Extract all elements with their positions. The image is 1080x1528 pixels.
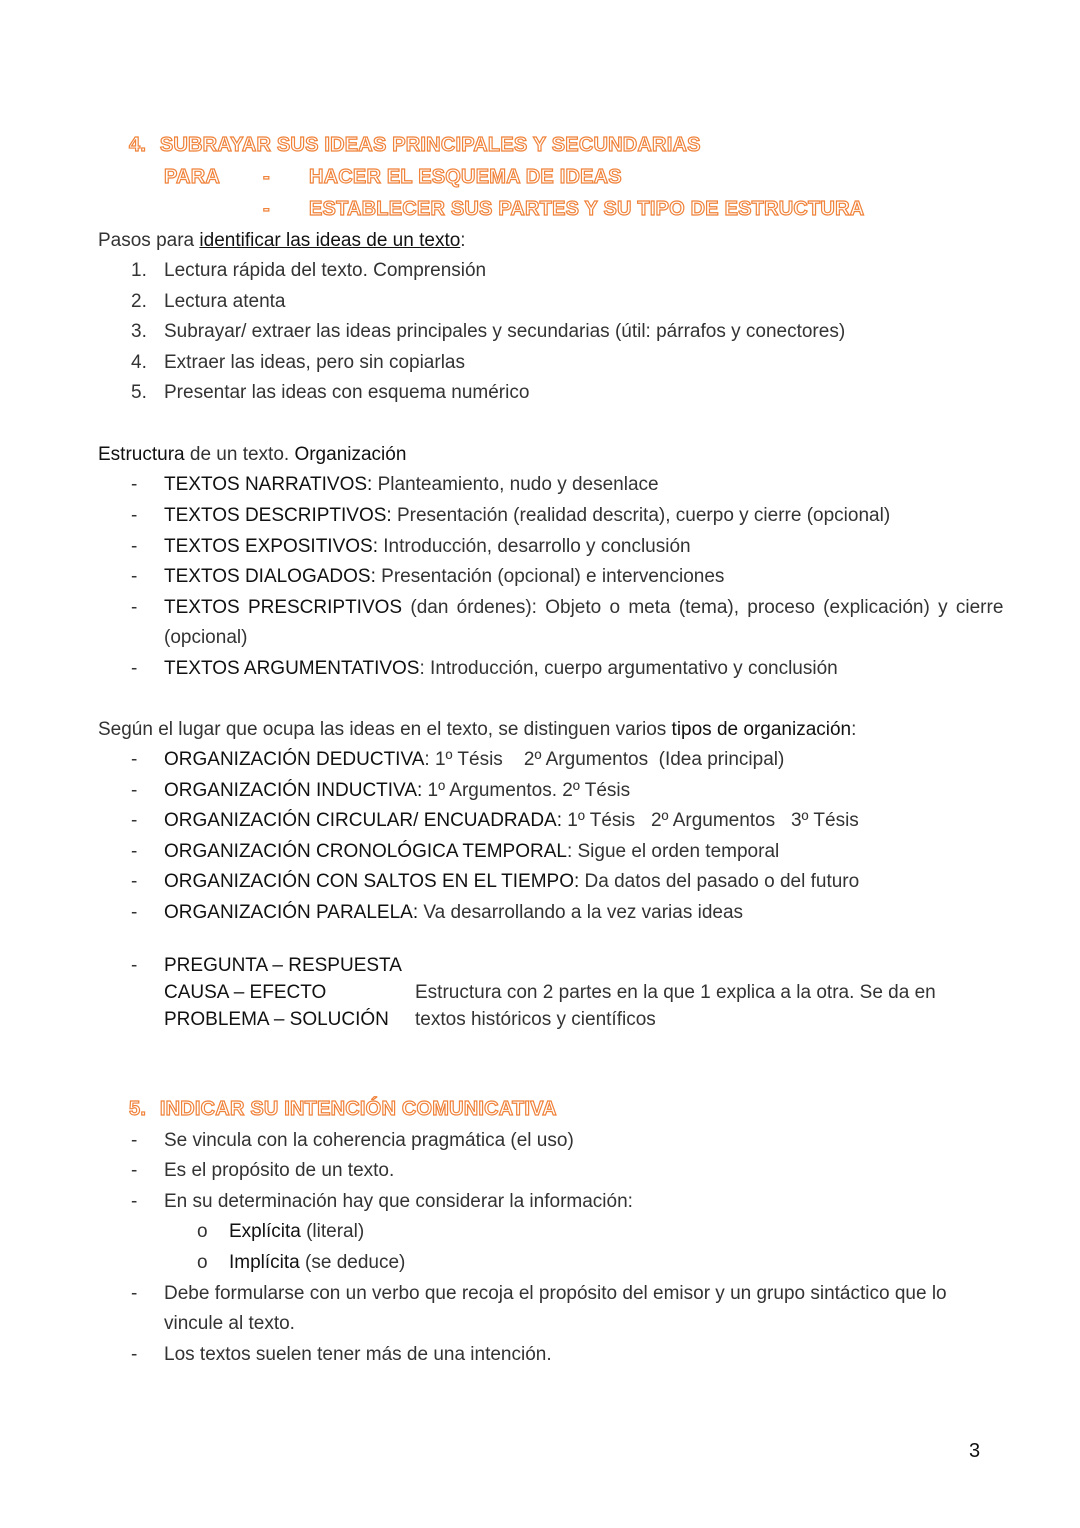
text-type-item <box>164 565 724 589</box>
text-type-label: TEXTOS EXPOSITIVOS: <box>164 536 378 557</box>
page-number: 3 <box>969 1440 981 1462</box>
sub-item <box>229 1220 364 1244</box>
org-intro-c: : <box>851 719 857 740</box>
bullet-dash: - <box>131 749 138 770</box>
bullet-dash: - <box>131 841 138 862</box>
intention-item: Debe formularse con un verbo que recoja el propósito del emisor y un grupo sintáctico que lo <box>164 1283 947 1304</box>
intention-item-continued: vincule al texto. <box>164 1313 295 1334</box>
step-number: 5. <box>131 382 147 403</box>
org-type-item <box>164 779 630 803</box>
section4-heading-number: 4. <box>129 134 147 156</box>
sub-item-label: Implícita <box>229 1252 300 1273</box>
steps-intro-prefix: Pasos para <box>98 230 200 251</box>
text-type-desc: Planteamiento, nudo y desenlace <box>372 474 659 495</box>
org-type-desc: 1º Argumentos. 2º Tésis <box>422 780 631 801</box>
intention-item: En su determinación hay que considerar la información: <box>164 1191 633 1212</box>
text-type-label: TEXTOS ARGUMENTATIVOS <box>164 658 420 679</box>
pairs-description: Estructura con 2 partes en la que 1 explica a la otra. Se da en <box>415 982 936 1003</box>
bullet-dash: - <box>131 1344 138 1365</box>
bullet-dash: - <box>131 566 138 587</box>
bullet-dash: - <box>131 597 138 618</box>
step-text: Presentar las ideas con esquema numérico <box>164 382 530 403</box>
bullet-dash: - <box>131 536 138 557</box>
org-type-item <box>164 840 779 864</box>
bullet-dash: - <box>131 474 138 495</box>
sub-bullet: o <box>197 1252 208 1273</box>
intention-item: Se vincula con la coherencia pragmática (el uso) <box>164 1130 574 1151</box>
section5-heading <box>129 1096 557 1122</box>
step-number: 1. <box>131 260 147 281</box>
text-type-label: TEXTOS NARRATIVOS: <box>164 474 373 495</box>
steps-intro <box>98 229 466 253</box>
step-text: Lectura rápida del texto. Comprensión <box>164 260 487 281</box>
estructura-title <box>98 443 406 467</box>
sub-item-desc: (literal) <box>300 1221 365 1242</box>
text-type-label: TEXTOS DESCRIPTIVOS: <box>164 505 392 526</box>
org-type-desc: : 1º Tésis 2º Argumentos (Idea principal) <box>424 749 785 770</box>
org-type-label: ORGANIZACIÓN DEDUCTIVA <box>164 749 425 770</box>
bullet-dash: - <box>131 871 138 892</box>
section4-heading-dash-1: - <box>263 166 270 188</box>
pair-label: PREGUNTA – RESPUESTA <box>164 955 402 976</box>
bullet-dash: - <box>131 1191 138 1212</box>
org-type-label: ORGANIZACIÓN INDUCTIVA: <box>164 780 423 801</box>
text-type-desc: Presentación (opcional) e intervenciones <box>375 566 725 587</box>
bullet-dash: - <box>131 780 138 801</box>
section5-heading-number: 5. <box>129 1098 147 1120</box>
estructura-title-a: Estructura <box>98 444 185 465</box>
org-type-label: ORGANIZACIÓN PARALELA: <box>164 902 419 923</box>
bullet-dash: - <box>131 505 138 526</box>
text-type-desc: Introducción, desarrollo y conclusión <box>377 536 691 557</box>
org-type-item <box>164 809 859 833</box>
section4-heading-line3: ESTABLECER SUS PARTES Y SU TIPO DE ESTRUCTURA <box>309 198 865 220</box>
text-type-label: TEXTOS PRESCRIPTIVOS <box>164 597 403 618</box>
section5-heading-text: INDICAR SU INTENCIÓN COMUNICATIVA <box>159 1098 557 1120</box>
sub-item <box>229 1251 405 1275</box>
org-type-label: ORGANIZACIÓN CRONOLÓGICA TEMPORAL <box>164 841 567 862</box>
pair-label: PROBLEMA – SOLUCIÓN <box>164 1009 389 1030</box>
bullet-dash: - <box>131 1160 138 1181</box>
org-type-item <box>164 870 859 894</box>
section4-heading-dash-2: - <box>263 198 270 220</box>
text-type-item <box>164 473 659 497</box>
estructura-title-b: de un texto. <box>184 444 295 465</box>
org-type-desc: Da datos del pasado o del futuro <box>579 871 860 892</box>
pairs-description-continued: textos históricos y científicos <box>415 1009 656 1030</box>
bullet-dash: - <box>131 902 138 923</box>
intention-item: Es el propósito de un texto. <box>164 1160 395 1181</box>
step-text: Extraer las ideas, pero sin copiarlas <box>164 352 465 373</box>
org-intro-b: tipos de organización <box>671 719 852 740</box>
step-text: Subrayar/ extraer las ideas principales y secundarias (útil: párrafos y conectores) <box>164 321 846 342</box>
sub-item-desc: (se deduce) <box>299 1252 406 1273</box>
org-type-desc: Va desarrollando a la vez varias ideas <box>418 902 744 923</box>
bullet-dash: - <box>131 955 138 976</box>
text-type-label: TEXTOS DIALOGADOS: <box>164 566 376 587</box>
org-type-item <box>164 901 743 925</box>
section4-heading-line2: HACER EL ESQUEMA DE IDEAS <box>309 166 622 188</box>
text-type-desc: : Introducción, cuerpo argumentativo y conclusión <box>419 658 838 679</box>
sub-item-label: Explícita <box>229 1221 301 1242</box>
bullet-dash: - <box>131 1130 138 1151</box>
text-type-desc-continued: (opcional) <box>164 627 248 648</box>
text-type-item <box>164 596 1003 620</box>
step-number: 2. <box>131 291 147 312</box>
text-type-item <box>164 504 890 528</box>
text-type-desc: (dan órdenes): Objeto o meta (tema), proceso (explicación) y cierre <box>402 597 1004 618</box>
section4-heading <box>129 132 701 158</box>
step-text: Lectura atenta <box>164 291 286 312</box>
text-type-item <box>164 535 691 559</box>
org-type-item <box>164 748 784 772</box>
bullet-dash: - <box>131 1283 138 1304</box>
section4-heading-line1: SUBRAYAR SUS IDEAS PRINCIPALES Y SECUNDARIAS <box>159 134 701 156</box>
step-number: 3. <box>131 321 147 342</box>
bullet-dash: - <box>131 810 138 831</box>
org-intro-a: Según el lugar que ocupa las ideas en el texto, se distinguen varios <box>98 719 672 740</box>
org-type-desc: : Sigue el orden temporal <box>566 841 780 862</box>
pair-label: CAUSA – EFECTO <box>164 982 327 1003</box>
org-type-desc: 1º Tésis 2º Argumentos 3º Tésis <box>562 810 859 831</box>
text-type-item <box>164 657 838 681</box>
org-type-label: ORGANIZACIÓN CIRCULAR/ ENCUADRADA: <box>164 810 562 831</box>
org-type-label: ORGANIZACIÓN CON SALTOS EN EL TIEMPO: <box>164 871 580 892</box>
step-number: 4. <box>131 352 147 373</box>
text-type-desc: Presentación (realidad descrita), cuerpo y cierre (opcional) <box>391 505 891 526</box>
estructura-title-c: Organización <box>294 444 407 465</box>
steps-intro-underlined: identificar las ideas de un texto <box>199 230 461 251</box>
bullet-dash: - <box>131 658 138 679</box>
section4-heading-para: PARA <box>164 166 220 188</box>
sub-bullet: o <box>197 1221 208 1242</box>
org-intro <box>98 718 856 742</box>
intention-item: Los textos suelen tener más de una intención. <box>164 1344 552 1365</box>
steps-intro-suffix: : <box>460 230 466 251</box>
